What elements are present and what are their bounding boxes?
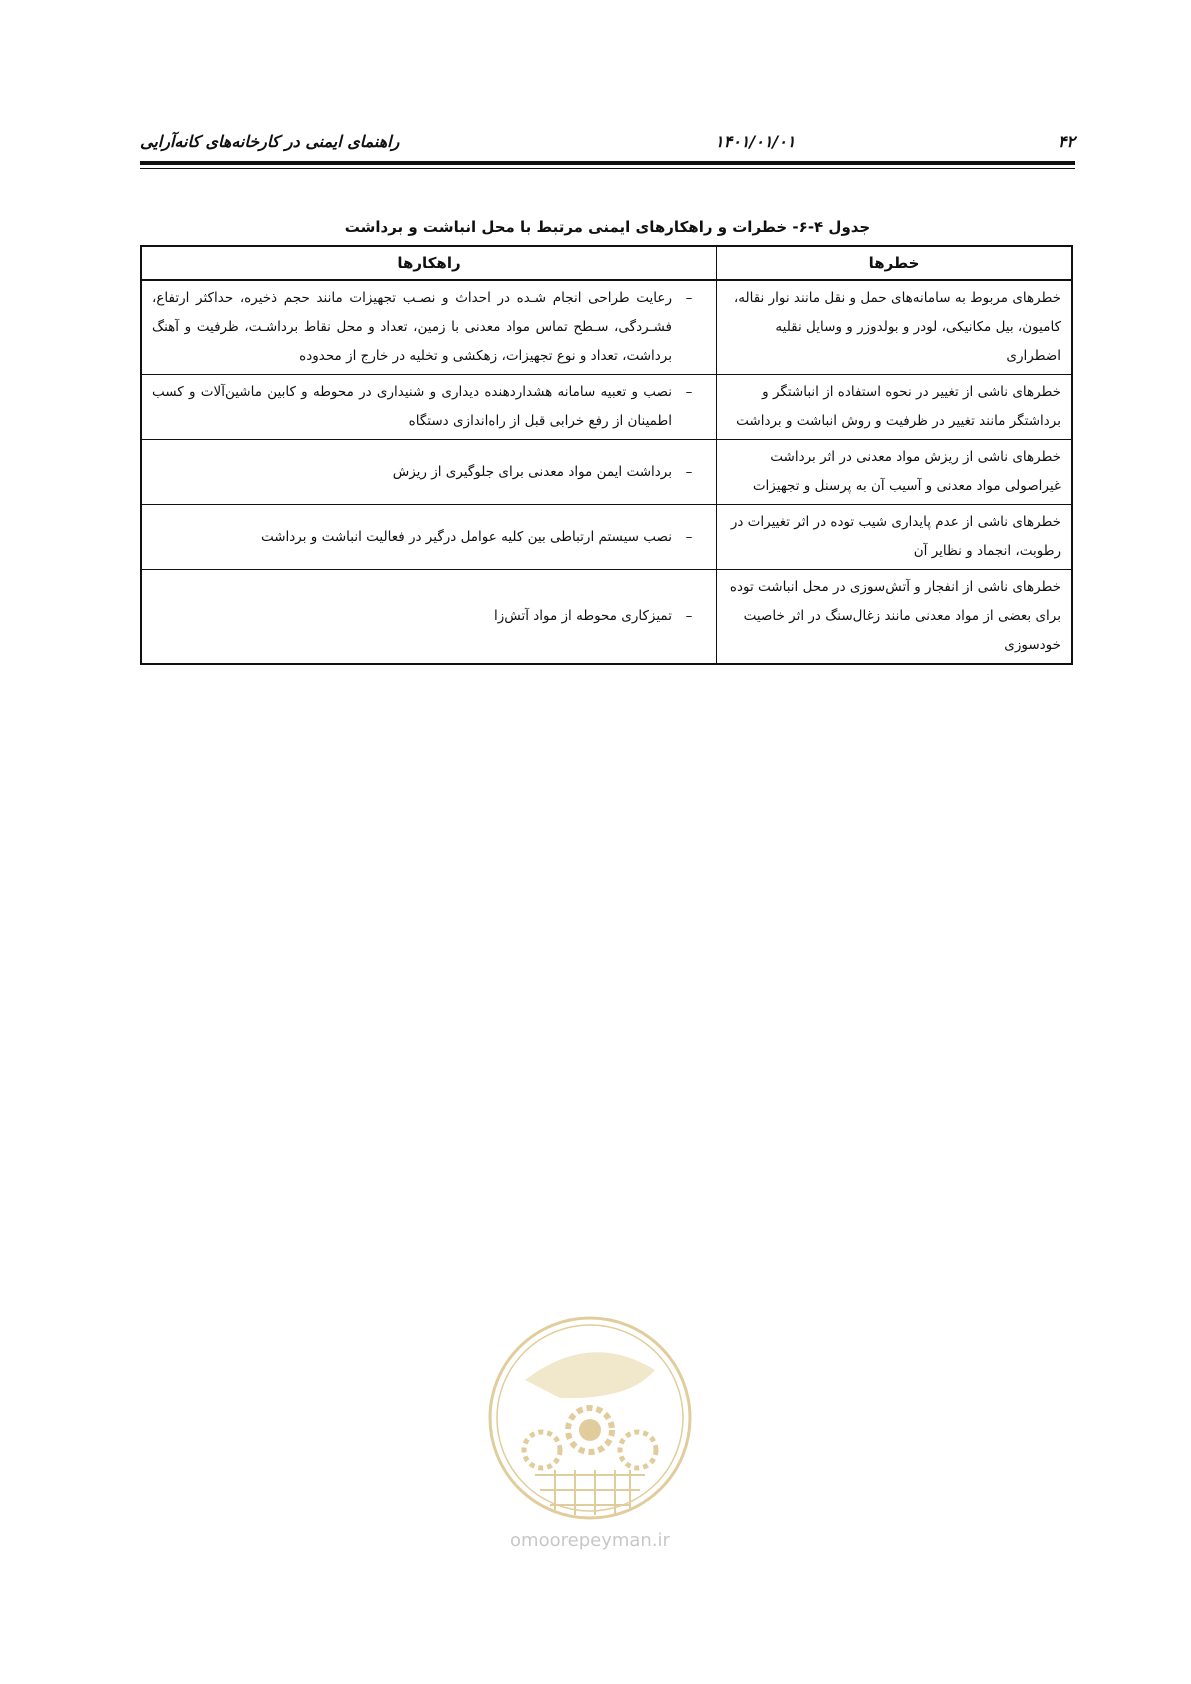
table-header-row [141, 246, 1072, 280]
watermark-url: omoorepeyman.ir [510, 1530, 670, 1551]
bullet-dash: – [685, 384, 693, 400]
solution-cell [141, 375, 717, 440]
solution-cell [141, 440, 717, 505]
header-solutions: راهکارها [141, 246, 717, 280]
solution-text: نصب سیستم ارتباطی بین کلیه عوامل درگیر در فعالیت انباشت و برداشت [260, 528, 672, 545]
solution-text: نصب و تعبیه سامانه هشداردهنده دیداری و شنیداری در محوطه و کابین ماشین‌آلات و کسب اطمینان از رفع خرابی قبل از راه‌اندازی دستگاه [152, 384, 672, 429]
hazard-cell: خطرهای ناشی از ریزش مواد معدنی در اثر برداشت غیراصولی مواد معدنی و آسیب آن به پرسنل و تجهیزات [717, 440, 1073, 505]
header-title: راهنمای ایمنی در کارخانه‌های کانه‌آرایی [140, 132, 400, 151]
header-rule-thick [140, 161, 1075, 165]
solution-cell [141, 570, 717, 665]
hazard-cell: خطرهای ناشی از تغییر در نحوه استفاده از انباشتگر و برداشتگر مانند تغییر در ظرفیت و روش انباشت و برداشت [717, 375, 1073, 440]
solution-cell [141, 505, 717, 570]
table-caption: جدول ۴-۶- خطرات و راهکارهای ایمنی مرتبط با محل انباشت و برداشت [344, 218, 871, 236]
header-rule-thin [140, 168, 1075, 169]
page-number: ۴۲ [1057, 132, 1075, 151]
table-row [141, 505, 1072, 570]
hazard-cell: خطرهای مربوط به سامانه‌های حمل و نقل مانند نوار نقاله، کامیون، بیل مکانیکی، لودر و بولدوزر و وسایل نقلیه اضطراری [717, 280, 1073, 375]
hazard-cell: خطرهای ناشی از عدم پایداری شیب توده در اثر تغییرات در رطوبت، انجماد و نظایر آن [717, 505, 1073, 570]
bullet-dash: – [685, 290, 693, 306]
solution-text: رعایت طراحی انجام شـده در احداث و نصـب تجهیزات مانند حجم ذخیره، حداکثر ارتفاع، فشـردگی، سـطح تماس مواد معدنی با زمین، تعداد و محل نقاط برداشـت، ظرفیت و آهنگ برداشت، تعداد و نوع تجهیزات، زهکشی و تخلیه در خارج از محدوده [152, 290, 672, 364]
hazard-cell: خطرهای ناشی از انفجار و آتش‌سوزی در محل انباشت توده برای بعضی از مواد معدنی مانند زغال‌سنگ در اثر خاصیت خودسوزی [717, 570, 1073, 665]
bullet-dash: – [685, 528, 693, 545]
hazards-table [140, 245, 1073, 665]
table-row [141, 570, 1072, 665]
bullet-dash: – [685, 608, 693, 624]
table-row [141, 375, 1072, 440]
bullet-dash: – [685, 463, 693, 480]
solution-text: تمیزکاری محوطه از مواد آتش‌زا [493, 608, 672, 624]
watermark-logo [480, 1310, 700, 1570]
page-header [140, 128, 1075, 154]
solution-text: برداشت ایمن مواد معدنی برای جلوگیری از ریزش [392, 463, 672, 480]
solution-cell [141, 280, 717, 375]
table-row [141, 280, 1072, 375]
table-row [141, 440, 1072, 505]
watermark-seal-icon [480, 1310, 700, 1525]
header-hazards: خطرها [717, 246, 1073, 280]
header-date: ۱۴۰۱/۰۱/۰۱ [715, 132, 796, 151]
